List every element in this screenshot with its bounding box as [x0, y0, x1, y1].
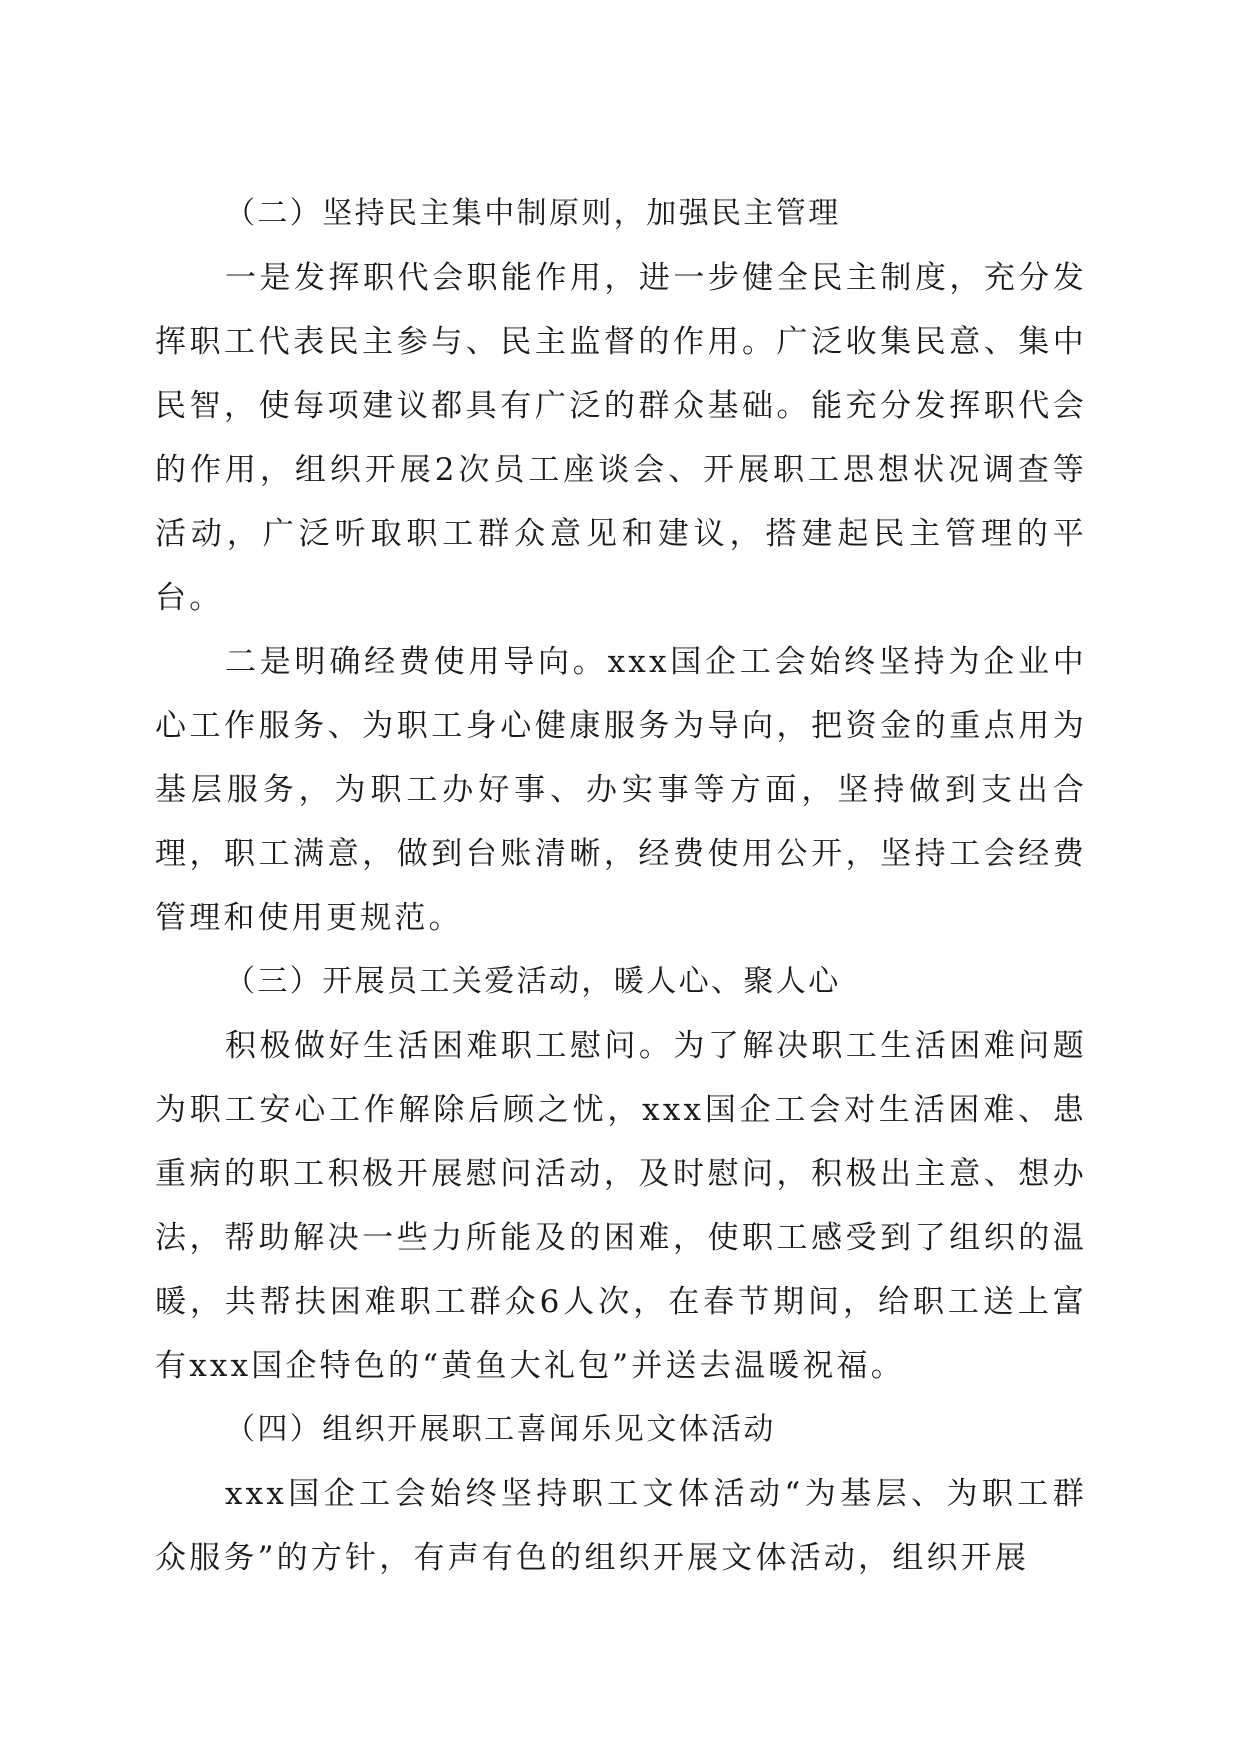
section-heading-3: （三）开展员工关爱活动，暖人心、聚人心	[225, 964, 841, 999]
section-heading-2: （二）坚持民主集中制原则，加强民主管理	[225, 196, 841, 231]
document-body	[155, 182, 1087, 1590]
paragraph-cultural-activities: xxx国企工会始终坚持职工文体活动“为基层、为职工群众服务”的方针，有声有色的组织开展文体活动，组织开展	[155, 1476, 1087, 1576]
paragraph-employee-care: 积极做好生活困难职工慰问。为了解决职工生活困难问题为职工安心工作解除后顾之忧，xxx国企工会对生活困难、患重病的职工积极开展慰问活动，及时慰问，积极出主意、想办法，帮助解决一些力所能及的困难，使职工感受到了组织的温暖，共帮扶困难职工群众6人次，在春节期间，给职工送上富有xxx国企特色的“黄鱼大礼包”并送去温暖祝福。	[155, 1028, 1087, 1384]
paragraph-fund-usage: 二是明确经费使用导向。xxx国企工会始终坚持为企业中心工作服务、为职工身心健康服务为导向，把资金的重点用为基层服务，为职工办好事、办实事等方面，坚持做到支出合理，职工满意，做到台账清晰，经费使用公开，坚持工会经费管理和使用更规范。	[155, 644, 1087, 936]
section-heading-4: （四）组织开展职工喜闻乐见文体活动	[225, 1412, 776, 1447]
paragraph-workers-congress: 一是发挥职代会职能作用，进一步健全民主制度，充分发挥职工代表民主参与、民主监督的作用。广泛收集民意、集中民智，使每项建议都具有广泛的群众基础。能充分发挥职代会的作用，组织开展2次员工座谈会、开展职工思想状况调查等活动，广泛听取职工群众意见和建议，搭建起民主管理的平台。	[155, 260, 1087, 616]
